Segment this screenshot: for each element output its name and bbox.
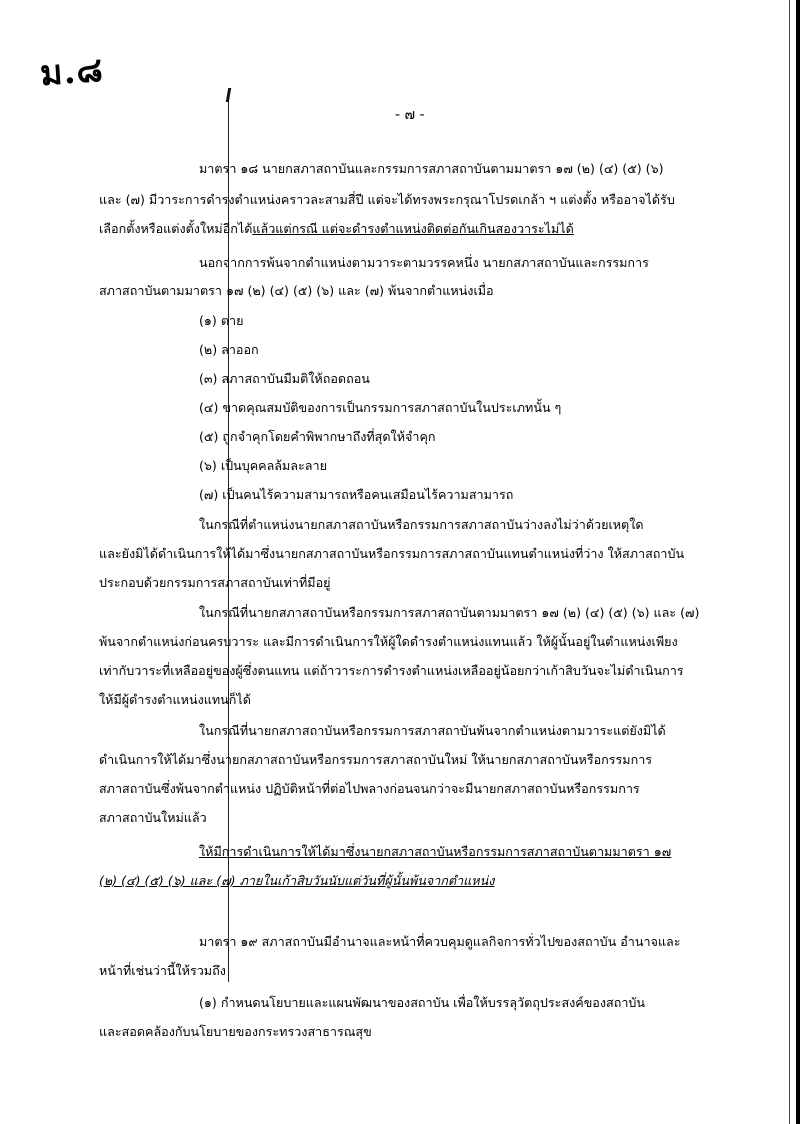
- section18-para3-line1: ในกรณีที่ตำแหน่งนายกสภาสถาบันหรือกรรมการสภาสถาบันว่างลงไม่ว่าด้วยเหตุใด: [199, 517, 644, 532]
- section18-line2: และ (๗) มีวาระการดำรงตำแหน่งคราวละสามสี่ปี แต่จะได้ทรงพระกรุณาโปรดเกล้า ฯ แต่งตั้ง หรืออาจได้รับ: [99, 192, 675, 207]
- section18-para6-line2: (๒) (๔) (๕) (๖) และ (๗) ภายในเก้าสิบวันนับแต่วันที่ผู้นั้นพ้นจากตำแหน่ง: [99, 873, 495, 888]
- list-item: (๔) ขาดคุณสมบัติของการเป็นกรรมการสภาสถาบันในประเภทนั้น ๆ: [199, 400, 562, 415]
- section18-para2-line1: นอกจากการพ้นจากตำแหน่งตามวาระตามวรรคหนึ่ง นายกสภาสถาบันและกรรมการ: [199, 255, 649, 270]
- section18-para4-line3: เท่ากับวาระที่เหลืออยู่ของผู้ซึ่งตนแทน แต่ถ้าวาระการดำรงตำแหน่งเหลืออยู่น้อยกว่าเก้าสิบวันจะไม่ดำเนินการ: [99, 663, 684, 678]
- list-item: (๓) สภาสถาบันมีมติให้ถอดถอน: [199, 371, 370, 386]
- section18-para3-line3: ประกอบด้วยกรรมการสภาสถาบันเท่าที่มีอยู่: [99, 575, 331, 590]
- handwritten-mark: ม.๘: [38, 49, 105, 95]
- section18-para6-line1: ให้มีการดำเนินการให้ได้มาซึ่งนายกสภาสถาบันหรือกรรมการสภาสถาบันตามมาตรา ๑๗: [199, 844, 672, 859]
- list-item: (๖) เป็นบุคคลล้มละลาย: [199, 458, 327, 473]
- page-number: - ๗ -: [395, 107, 425, 123]
- section19-item1-line2: และสอดคล้องกับนโยบายของกระทรวงสาธารณสุข: [99, 1024, 372, 1039]
- section18-para5-line1: ในกรณีที่นายกสภาสถาบันหรือกรรมการสภาสถาบันพ้นจากตำแหน่งตามวาระแต่ยังมิได้: [199, 723, 666, 738]
- section18-para4-line2: พ้นจากตำแหน่งก่อนครบวาระ และมีการดำเนินการให้ผู้ใดดำรงตำแหน่งแทนแล้ว ให้ผู้นั้นอยู่ในตำแหน่งเพียง: [99, 634, 678, 649]
- list-item: (๑) ตาย: [199, 313, 244, 328]
- section18-line3: [99, 220, 574, 238]
- section18-para3-line2: และยังมิได้ดำเนินการให้ได้มาซึ่งนายกสภาสถาบันหรือกรรมการสภาสถาบันแทนตำแหน่งที่ว่าง ให้สภาสถาบัน: [99, 546, 685, 561]
- section18-para5-line4: สภาสถาบันใหม่แล้ว: [99, 810, 207, 825]
- section18-para5-line3: สภาสถาบันซึ่งพ้นจากตำแหน่ง ปฏิบัติหน้าที่ต่อไปพลางก่อนจนกว่าจะมีนายกสภาสถาบันหรือกรรมการ: [99, 781, 640, 796]
- section18-para4-line1: ในกรณีที่นายกสภาสถาบันหรือกรรมการสภาสถาบันตามมาตรา ๑๗ (๒) (๔) (๕) (๖) และ (๗): [199, 605, 700, 620]
- section18-line3-plain: เลือกตั้งหรือแต่งตั้งใหม่อีกได้: [99, 221, 253, 236]
- list-item: (๒) ลาออก: [199, 342, 259, 357]
- list-item: (๗) เป็นคนไร้ความสามารถหรือคนเสมือนไร้ความสามารถ: [199, 487, 514, 502]
- scan-edge: [796, 0, 800, 1124]
- list-item: (๕) ถูกจำคุกโดยคำพิพากษาถึงที่สุดให้จำคุก: [199, 429, 436, 444]
- section19-line2: หน้าที่เช่นว่านี้ให้รวมถึง: [99, 963, 226, 978]
- section19-heading-line: มาตรา ๑๙ สภาสถาบันมีอำนาจและหน้าที่ควบคุมดูแลกิจการทั่วไปของสถาบัน อำนาจและ: [199, 934, 681, 949]
- section18-line3-underlined: แล้วแต่กรณี แต่จะดำรงตำแหน่งติดต่อกันเกินสองวาระไม่ได้: [252, 221, 574, 236]
- section18-para2-line2: สภาสถาบันตามมาตรา ๑๗ (๒) (๔) (๕) (๖) และ (๗) พ้นจากตำแหน่งเมื่อ: [99, 283, 494, 298]
- section18-heading-line: มาตรา ๑๘ นายกสภาสถาบันและกรรมการสภาสถาบันตามมาตรา ๑๗ (๒) (๔) (๕) (๖): [199, 161, 664, 176]
- section19-item1-line1: (๑) กำหนดนโยบายและแผนพัฒนาของสถาบัน เพื่อให้บรรลุวัตถุประสงค์ของสถาบัน: [199, 995, 646, 1010]
- scan-fold-mark: [226, 88, 231, 102]
- section18-para5-line2: ดำเนินการให้ได้มาซึ่งนายกสภาสถาบันหรือกรรมการสภาสถาบันใหม่ ให้นายกสภาสถาบันหรือกรรมการ: [99, 752, 653, 767]
- section18-para4-line4: ให้มีผู้ดำรงตำแหน่งแทนก็ได้: [99, 692, 251, 707]
- scan-edge-line: [789, 0, 790, 1124]
